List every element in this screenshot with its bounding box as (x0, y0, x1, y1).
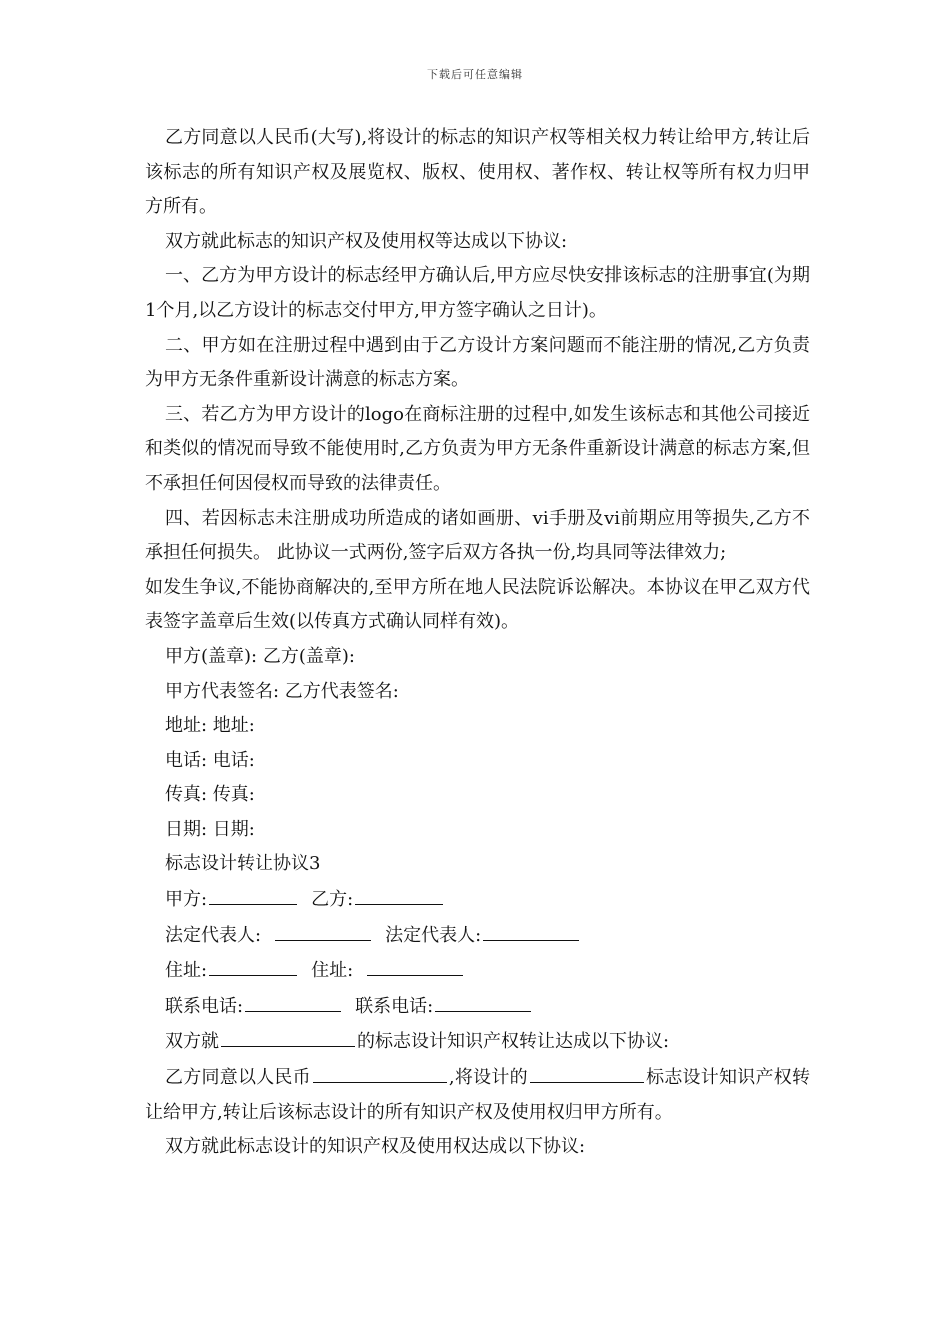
legal-rep-line (145, 918, 810, 954)
party-a-blank[interactable] (209, 882, 297, 905)
transfer-suffix: 标志设计知识产权转让给甲方,转让后该标志设计的所有知识产权及使用权归甲方所有。 (145, 1067, 810, 1123)
legal-rep-b-label: 法定代表人: (385, 924, 482, 946)
page-header-note: 下载后可任意编辑 (427, 68, 523, 81)
clause-two: 二、甲方如在注册过程中遇到由于乙方设计方案问题而不能注册的情况,乙方负责为甲方无条件重新设计满意的标志方案。 (145, 334, 810, 391)
clause-three: 三、若乙方为甲方设计的logo在商标注册的过程中,如发生该标志和其他公司接近和类似的情况而导致不能使用时,乙方负责为甲方无条件重新设计满意的标志方案,但不承担任何因侵权而导致的法律责任。 (145, 403, 810, 494)
clause-one: 一、乙方为甲方设计的标志经甲方确认后,甲方应尽快安排该标志的注册事宜(为期1个月,以乙方设计的标志交付甲方,甲方签字确认之日计)。 (145, 265, 810, 321)
agree-prefix: 双方就 (165, 1031, 219, 1053)
party-line (145, 882, 810, 918)
transfer-mid: ,将设计的 (448, 1067, 528, 1089)
paragraph-transfer-intro: 乙方同意以人民币(大写),将设计的标志的知识产权等相关权力转让给甲方,转让后该标志的所有知识产权及展览权、版权、使用权、著作权、转让权等所有权力归甲方所有。 (145, 127, 810, 218)
dispute-clause: 如发生争议,不能协商解决的,至甲方所在地人民法院诉讼解决。本协议在甲乙双方代表签字盖章后生效(以传真方式确认同样有效)。 (145, 576, 810, 633)
party-b-label: 乙方: (311, 889, 354, 911)
transfer-design-blank[interactable] (530, 1060, 644, 1083)
residence-a-label: 住址: (165, 960, 208, 982)
signature-line: 甲方代表签名: 乙方代表签名: (165, 680, 399, 702)
residence-a-blank[interactable] (209, 953, 297, 976)
paragraph-agreement-intro: 双方就此标志的知识产权及使用权等达成以下协议: (165, 230, 568, 252)
legal-rep-a-blank[interactable] (275, 918, 371, 941)
address-line: 地址: 地址: (165, 715, 255, 737)
phone-line: 电话: 电话: (165, 749, 255, 771)
date-line: 日期: 日期: (165, 818, 255, 840)
contact-a-blank[interactable] (245, 989, 341, 1012)
party-b-blank[interactable] (355, 882, 443, 905)
party-a-label: 甲方: (165, 889, 208, 911)
legal-rep-a-label: 法定代表人: (165, 924, 262, 946)
contact-a-label: 联系电话: (165, 995, 244, 1017)
contact-line (145, 989, 810, 1025)
transfer-terms-paragraph (145, 1060, 810, 1130)
final-agreement-line: 双方就此标志设计的知识产权及使用权达成以下协议: (165, 1136, 586, 1158)
fax-line: 传真: 传真: (165, 784, 255, 806)
transfer-amount-blank[interactable] (313, 1060, 447, 1083)
contact-b-blank[interactable] (435, 989, 531, 1012)
legal-rep-b-blank[interactable] (483, 918, 579, 941)
agree-suffix: 的标志设计知识产权转让达成以下协议: (357, 1031, 670, 1053)
seal-line: 甲方(盖章): 乙方(盖章): (165, 645, 355, 667)
agreement-subject-blank[interactable] (221, 1024, 355, 1047)
contact-b-label: 联系电话: (355, 995, 434, 1017)
transfer-prefix: 乙方同意以人民币 (165, 1067, 311, 1089)
agreement-subject-line (145, 1024, 810, 1060)
residence-b-blank[interactable] (367, 953, 463, 976)
section-title: 标志设计转让协议3 (165, 853, 321, 875)
clause-four: 四、若因标志未注册成功所造成的诸如画册、vi手册及vi前期应用等损失,乙方不承担任何损失。 此协议一式两份,签字后双方各执一份,均具同等法律效力; (145, 507, 810, 564)
residence-b-label: 住址: (311, 960, 354, 982)
document-body (145, 121, 810, 1165)
residence-line (145, 953, 810, 989)
